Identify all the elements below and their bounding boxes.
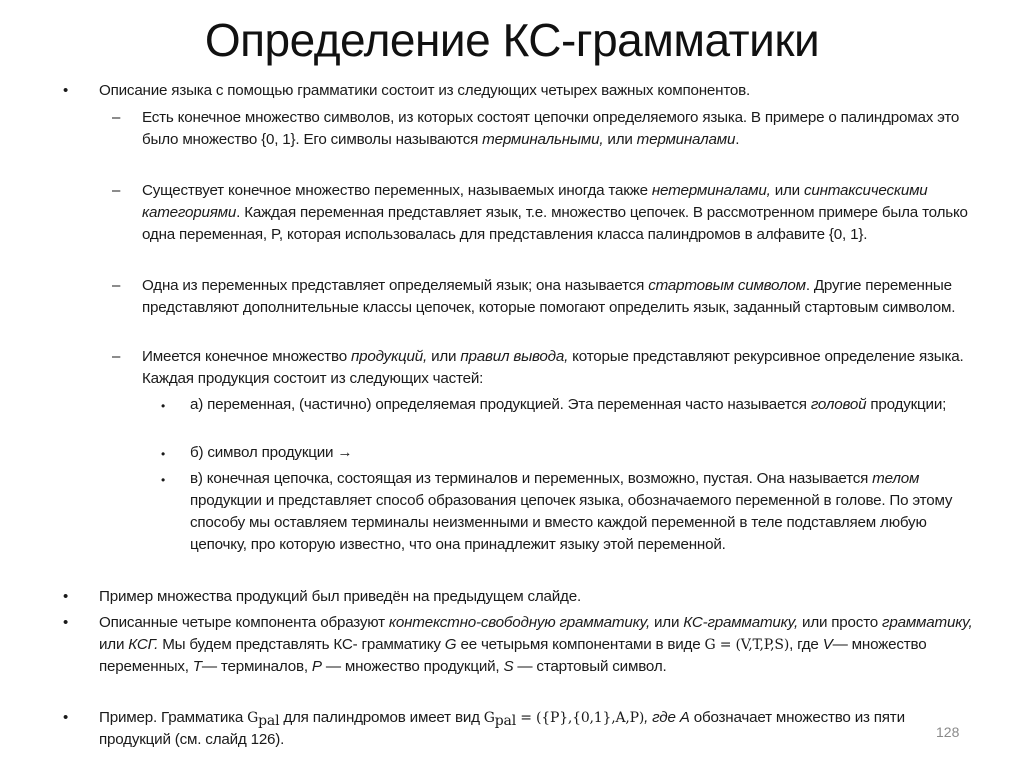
list-item-level-3: в) конечная цепочка, состоящая из терминалов и переменных, возможно, пустая. Она называется телом продукции и представляет способ образования цепочек языка, обозначаемого переменной в голове. По этому способу мы оставляем терминалы неизменными и вместо каждой переменной в теле подставляем любую цепочку, про которую известно, что она принадлежит языку этой переменной. — [190, 470, 953, 553]
page-number: 128 — [936, 724, 960, 740]
list-item-level-3: б) символ продукции → — [190, 444, 353, 461]
dash-bullet-icon: – — [112, 348, 121, 365]
list-item-level-3: а) переменная, (частично) определяемая продукцией. Эта переменная часто называется головой продукции; — [190, 396, 947, 413]
bullet-icon: • — [161, 399, 166, 413]
bullet-icon: • — [161, 447, 166, 461]
bullet-icon: • — [63, 588, 69, 605]
list-item-level-1: Пример. Грамматика $G_{pal}$ для палиндромов имеет вид $G_{pal} = (\{P\},\{0,1\},A,P)$, где A обозначает множество из пяти продукций (см. слайд 126). — [99, 709, 905, 748]
dash-bullet-icon: – — [112, 277, 121, 294]
bullet-icon: • — [161, 473, 166, 487]
bullet-icon: • — [63, 82, 69, 99]
slide-title: Определение КС-грамматики — [204, 14, 820, 66]
list-item-level-1: Описание языка с помощью грамматики состоит из следующих четырех важных компонентов. — [99, 82, 751, 99]
list-item-level-2: Существует конечное множество переменных, называемых иногда также нетерминалами, или синтаксическими категориями. Каждая переменная представляет язык, т.е. множество цепочек. В рассмотренном примере была только одна переменная, P, которая использовалась для представления класса палиндромов в алфавите {0, 1}. — [142, 182, 968, 243]
bullet-icon: • — [63, 709, 69, 726]
list-item-level-1: Описанные четыре компонента образуют контекстно-свободную грамматику, или КС-грамматику, или просто грамматику, или КСГ. Мы будем представлять КС- грамматику G ее четырьмя компонентами в виде G = (V,T,P,S), где V— множество переменных, T— терминалов, P — множество продукций, S — стартовый символ. — [99, 614, 973, 675]
list-item-level-2: Одна из переменных представляет определяемый язык; она называется стартовым символом. Другие переменные представляют дополнительные классы цепочек, которые помогают определить язык, заданный стартовым символом. — [142, 277, 956, 316]
bullet-icon: • — [63, 614, 69, 631]
list-item-level-1: Пример множества продукций был приведён на предыдущем слайде. — [99, 588, 581, 605]
list-item-level-2: Имеется конечное множество продукций, или правил вывода, которые представляют рекурсивное определение языка. Каждая продукция состоит из следующих частей: — [142, 348, 964, 387]
dash-bullet-icon: – — [112, 182, 121, 199]
list-item-level-2: Есть конечное множество символов, из которых состоят цепочки определяемого языка. В примере о палиндромах это было множество {0, 1}. Его символы называются терминальными, или терминалами. — [142, 109, 960, 148]
dash-bullet-icon: – — [112, 109, 121, 126]
